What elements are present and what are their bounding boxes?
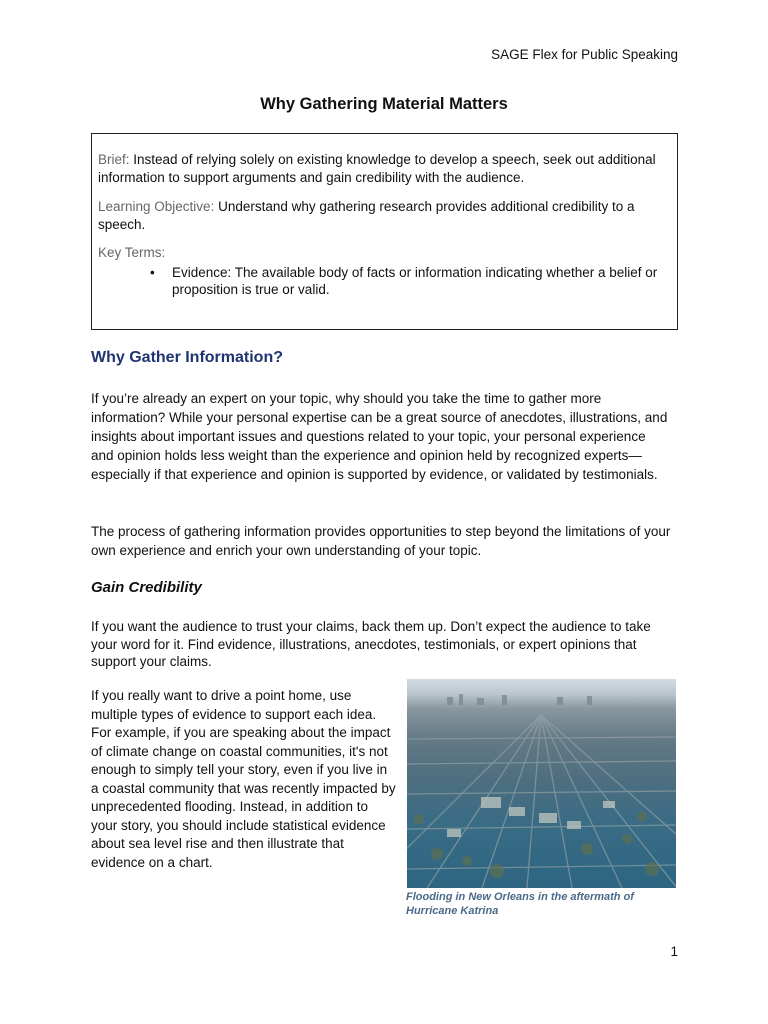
key-term-text: Evidence: The available body of facts or information indicating whether a belief or proposition is true or valid. bbox=[172, 265, 658, 297]
page-title: Why Gathering Material Matters bbox=[260, 95, 508, 113]
learning-objective-label: Learning Objective: bbox=[98, 199, 215, 214]
figure-caption: Flooding in New Orleans in the aftermath of Hurricane Katrina bbox=[406, 891, 634, 917]
bullet-icon: • bbox=[150, 265, 155, 280]
brief-paragraph bbox=[98, 151, 671, 187]
subsection-heading: Gain Credibility bbox=[91, 579, 202, 596]
page-number: 1 bbox=[670, 944, 678, 959]
section-heading: Why Gather Information? bbox=[91, 349, 283, 366]
learning-objective-paragraph bbox=[98, 198, 671, 234]
body-paragraph: If you want the audience to trust your claims, back them up. Don’t expect the audience to take your word for it. Find evidence, illustrations, anecdotes, testimonials, or expert opinions that support your claims. bbox=[91, 619, 651, 669]
body-paragraph: If you’re already an expert on your topic, why should you take the time to gather more information? While your personal expertise can be a great source of anecdotes, illustrations, and insights about important issues and questions related to your topic, your personal experience and opinion holds less weight than the experience and opinion held by recognized experts—especially if that experience and opinion is supported by evidence, or validated by testimonials. bbox=[91, 391, 668, 482]
running-header: SAGE Flex for Public Speaking bbox=[491, 47, 678, 62]
key-term-item bbox=[150, 264, 671, 298]
learning-objective-text: Understand why gathering research provides additional credibility to a speech. bbox=[98, 199, 635, 232]
brief-label: Brief: bbox=[98, 152, 130, 167]
body-paragraph: If you really want to drive a point home, use multiple types of evidence to support each idea. For example, if you are speaking about the impact of climate change on coastal communities, it's not enough to simply tell your story, even if you live in a coastal community that was recently impacted by unprecedented flooding. Instead, in addition to your story, you should include statistical evidence about sea level rise and then illustrate that evidence on a chart. bbox=[91, 688, 396, 870]
brief-text: Instead of relying solely on existing knowledge to develop a speech, seek out additional information to support arguments and gain credibility with the audience. bbox=[98, 152, 656, 185]
aerial-flood-image bbox=[407, 679, 676, 888]
brief-box bbox=[91, 133, 678, 330]
key-terms-list bbox=[98, 264, 671, 298]
body-paragraph: The process of gathering information provides opportunities to step beyond the limitations of your own experience and enrich your own understanding of your topic. bbox=[91, 524, 671, 558]
key-terms-label: Key Terms: bbox=[98, 245, 166, 260]
flood-photo bbox=[407, 679, 676, 888]
